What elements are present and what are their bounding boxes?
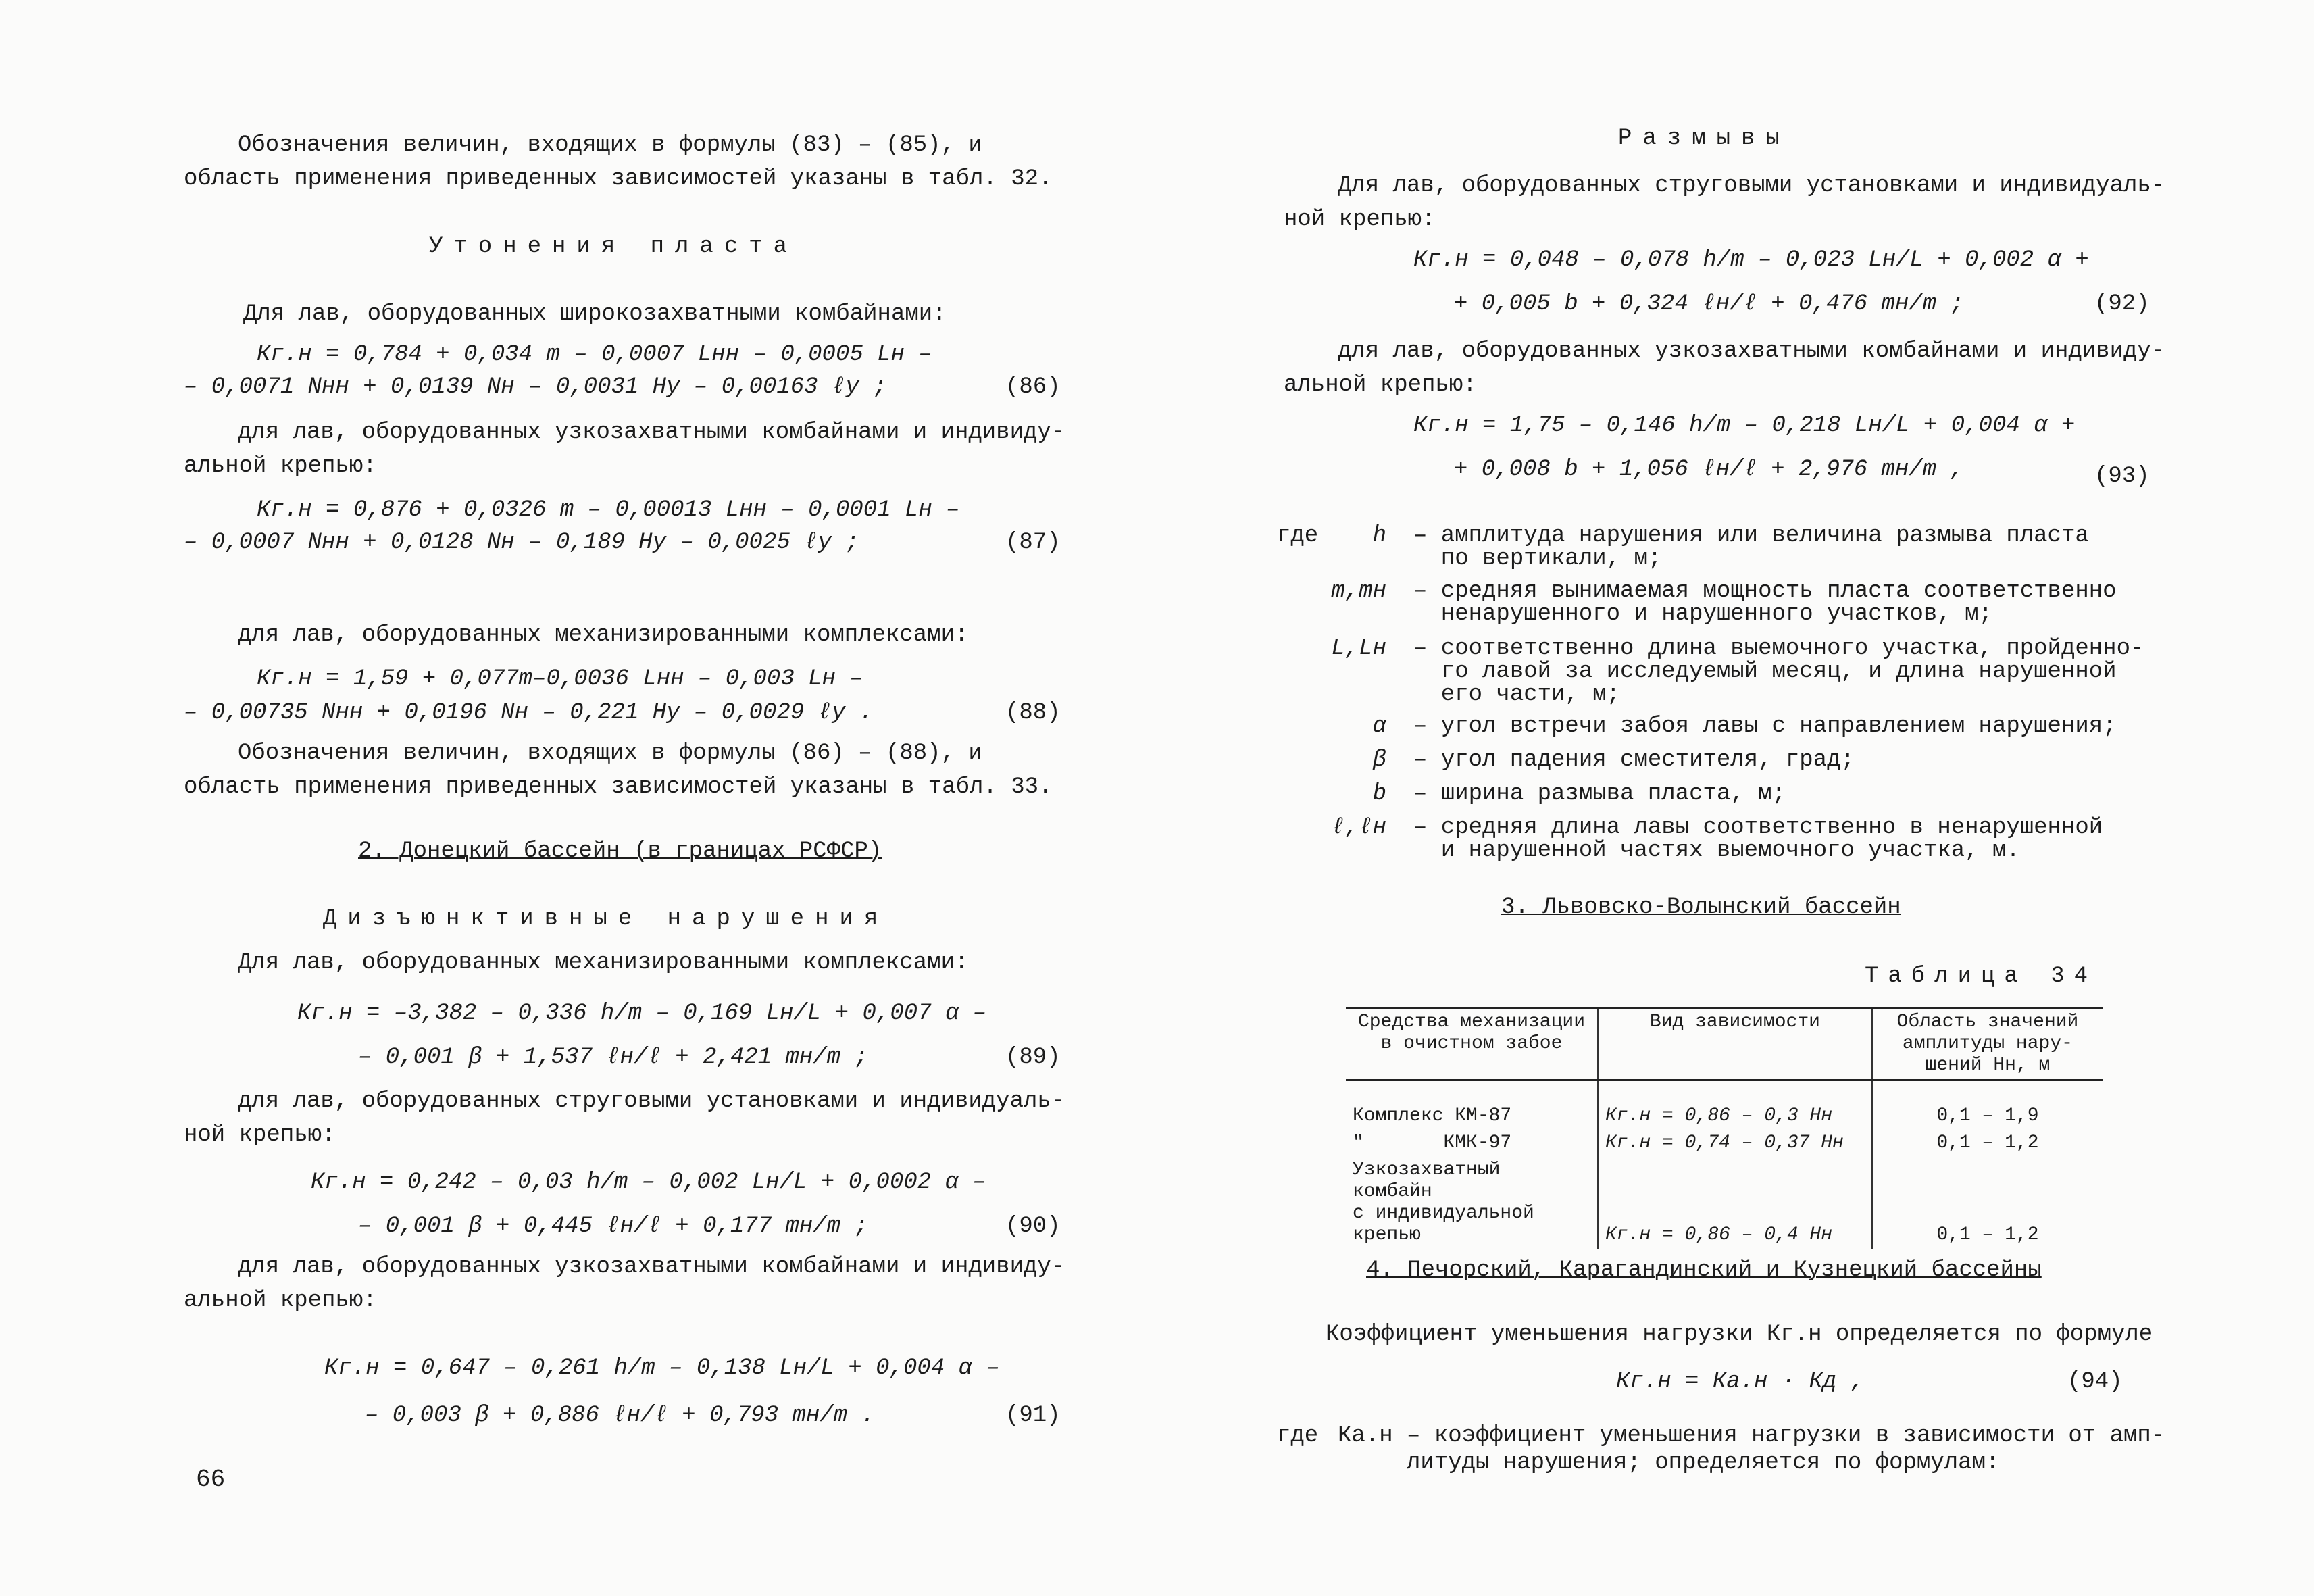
glossary-symbol: h	[1372, 523, 1386, 549]
equation-number-86: (86)	[1005, 374, 1061, 400]
intro-91-line2: альной крепью:	[184, 1288, 377, 1314]
equation-87-line2: – 0,0007 Nнн + 0,0128 Nн – 0,189 Hy – 0,0025 ℓy ;	[184, 530, 859, 555]
equation-91-line1: Кг.н = 0,647 – 0,261 h/m – 0,138 Lн/L + 0,004 α –	[324, 1355, 1000, 1381]
equation-87-line1: Кг.н = 0,876 + 0,0326 m – 0,00013 Lнн – 0,0001 Lн –	[257, 497, 960, 523]
table-row	[1346, 1080, 2103, 1130]
glossary-definition: – соответственно длина выемочного участка, пройденно- го лавой за исследуемый месяц, и длина нарушенной его части, м;	[1413, 636, 2144, 707]
equation-number-87: (87)	[1005, 530, 1061, 555]
right-page	[1157, 0, 2314, 1596]
intro-93-line1: для лав, оборудованных узкозахватными комбайнами и индивиду-	[1338, 339, 2165, 364]
table-row	[1346, 1130, 2103, 1157]
intro-92-line2: ной крепью:	[1284, 207, 1436, 232]
table-header-row	[1346, 1008, 2103, 1080]
intro-90-line2: ной крепью:	[184, 1122, 336, 1148]
heading-thinning: Утонения пласта	[429, 234, 799, 259]
note-88-line2: область применения приведенных зависимостей указаны в табл. 33.	[184, 774, 1053, 800]
glossary-definition: – средняя длина лавы соответственно в ненарушенной и нарушенной частях выемочного участка, м.	[1413, 815, 2103, 864]
equation-number-90: (90)	[1005, 1214, 1061, 1239]
column-header: Средства механизации в очистном забое	[1346, 1008, 1598, 1080]
table-row	[1346, 1157, 2103, 1249]
heading-washouts: Размывы	[1618, 126, 1790, 151]
table-cell: 0,1 – 1,2	[1872, 1157, 2103, 1249]
equation-86-line2: – 0,0071 Nнн + 0,0139 Nн – 0,0031 Hy – 0,00163 ℓy ;	[184, 374, 887, 400]
equation-86-line1: Кг.н = 0,784 + 0,034 m – 0,0007 Lнн – 0,0005 Lн –	[257, 342, 932, 368]
glossary-definition: – ширина размыва пласта, м;	[1413, 781, 1786, 807]
equation-90-line2: – 0,001 β + 0,445 ℓн/ℓ + 0,177 mн/m ;	[358, 1214, 868, 1239]
table-cell: Узкозахватный комбайн с индивидуальной крепью	[1353, 1159, 1534, 1245]
intro-89: Для лав, оборудованных механизированными комплексами:	[238, 950, 969, 976]
glossary-symbol: b	[1372, 781, 1386, 807]
equation-88-line1: Кг.н = 1,59 + 0,077m–0,0036 Lнн – 0,003 Lн –	[257, 666, 863, 692]
glossary-definition: – угол падения сместителя, град;	[1413, 747, 1855, 773]
heading-disjunctive: Дизъюнктивные нарушения	[323, 906, 889, 932]
intro-91-line1: для лав, оборудованных узкозахватными комбайнами и индивиду-	[238, 1254, 1065, 1280]
section-4-title: 4. Печорский, Карагандинский и Кузнецкий бассейны	[1366, 1257, 2042, 1283]
paragraph-94: Коэффициент уменьшения нагрузки Кг.н определяется по формуле	[1326, 1322, 2153, 1347]
table-cell: 0,1 – 1,9	[1872, 1080, 2103, 1130]
glossary-symbol: m,mн	[1331, 578, 1386, 604]
equation-number-94: (94)	[2067, 1369, 2123, 1395]
intro-88: для лав, оборудованных механизированными комплексами:	[238, 622, 969, 648]
intro-90-line1: для лав, оборудованных струговыми установками и индивидуаль-	[238, 1089, 1065, 1114]
equation-93-line2: + 0,008 b + 1,056 ℓн/ℓ + 2,976 mн/m ,	[1454, 457, 1964, 482]
table-34	[1346, 1007, 2103, 1249]
equation-number-91: (91)	[1005, 1403, 1061, 1428]
equation-number-92: (92)	[2094, 291, 2150, 317]
equation-94: Кг.н = Ка.н · Кд ,	[1616, 1369, 1865, 1395]
glossary-definition: – средняя вынимаемая мощность пласта соответственно ненарушенного и нарушенного участков, м;	[1413, 578, 2117, 627]
glossary-definition: – амплитуда нарушения или величина размыва пласта по вертикали, м;	[1413, 523, 2089, 572]
column-header: Область значений амплитуды нару- шений Hн, м	[1872, 1008, 2103, 1080]
section-3-title: 3. Львовско-Волынский бассейн	[1501, 895, 1901, 920]
table-cell: Кг.н = 0,86 – 0,4 Hн	[1598, 1157, 1872, 1249]
page-number: 66	[196, 1466, 226, 1493]
glossary-symbol: ℓ,ℓн	[1331, 815, 1386, 841]
table-cell: Кг.н = 0,86 – 0,3 Hн	[1598, 1080, 1872, 1130]
equation-91-line2: – 0,003 β + 0,886 ℓн/ℓ + 0,793 mн/m .	[365, 1403, 875, 1428]
equation-number-93: (93)	[2094, 464, 2150, 489]
equation-89-line1: Кг.н = –3,382 – 0,336 h/m – 0,169 Lн/L + 0,007 α –	[297, 1001, 987, 1026]
equation-93-line1: Кг.н = 1,75 – 0,146 h/m – 0,218 Lн/L + 0,004 α +	[1413, 413, 2076, 439]
column-header: Вид зависимости	[1598, 1008, 1872, 1080]
glossary-symbol: L,Lн	[1331, 636, 1386, 662]
equation-92-line2: + 0,005 b + 0,324 ℓн/ℓ + 0,476 mн/m ;	[1454, 291, 1964, 317]
intro-93-line2: альной крепью:	[1284, 372, 1477, 398]
definition-kan-line1: Ка.н – коэффициент уменьшения нагрузки в зависимости от амп-	[1338, 1423, 2165, 1449]
section-2-title: 2. Донецкий бассейн (в границах РСФСР)	[358, 839, 882, 864]
table-cell: " КМК-97	[1353, 1132, 1512, 1153]
glossary-symbol: α	[1372, 714, 1386, 739]
equation-92-line1: Кг.н = 0,048 – 0,078 h/m – 0,023 Lн/L + 0,002 α +	[1413, 247, 2089, 273]
where-label-2: где	[1277, 1423, 1319, 1449]
table-cell: 0,1 – 1,2	[1872, 1130, 2103, 1157]
table-cell: Комплекс КМ-87	[1353, 1105, 1512, 1126]
equation-number-88: (88)	[1005, 700, 1061, 726]
note-88-line1: Обозначения величин, входящих в формулы (86) – (88), и	[238, 741, 982, 766]
paragraph-line: область применения приведенных зависимостей указаны в табл. 32.	[184, 166, 1053, 192]
paragraph-line: Обозначения величин, входящих в формулы (83) – (85), и	[238, 132, 982, 158]
equation-90-line1: Кг.н = 0,242 – 0,03 h/m – 0,002 Lн/L + 0,0002 α –	[311, 1170, 986, 1195]
where-label: где	[1277, 523, 1319, 549]
table-cell: Кг.н = 0,74 – 0,37 Hн	[1598, 1130, 1872, 1157]
equation-88-line2: – 0,00735 Nнн + 0,0196 Nн – 0,221 Hy – 0,0029 ℓy .	[184, 700, 874, 726]
intro-87-line1: для лав, оборудованных узкозахватными комбайнами и индивиду-	[238, 420, 1065, 445]
glossary-symbol: β	[1372, 747, 1386, 773]
intro-86: Для лав, оборудованных широкозахватными комбайнами:	[243, 301, 947, 327]
equation-89-line2: – 0,001 β + 1,537 ℓн/ℓ + 2,421 mн/m ;	[358, 1045, 868, 1070]
intro-92-line1: Для лав, оборудованных струговыми установками и индивидуаль-	[1338, 173, 2165, 199]
intro-87-line2: альной крепью:	[184, 453, 377, 479]
table-caption: Таблица 34	[1865, 964, 2098, 989]
glossary-definition: – угол встречи забоя лавы с направлением нарушения;	[1413, 714, 2117, 739]
definition-kan-line2: литуды нарушения; определяется по формулам:	[1407, 1450, 2000, 1476]
equation-number-89: (89)	[1005, 1045, 1061, 1070]
